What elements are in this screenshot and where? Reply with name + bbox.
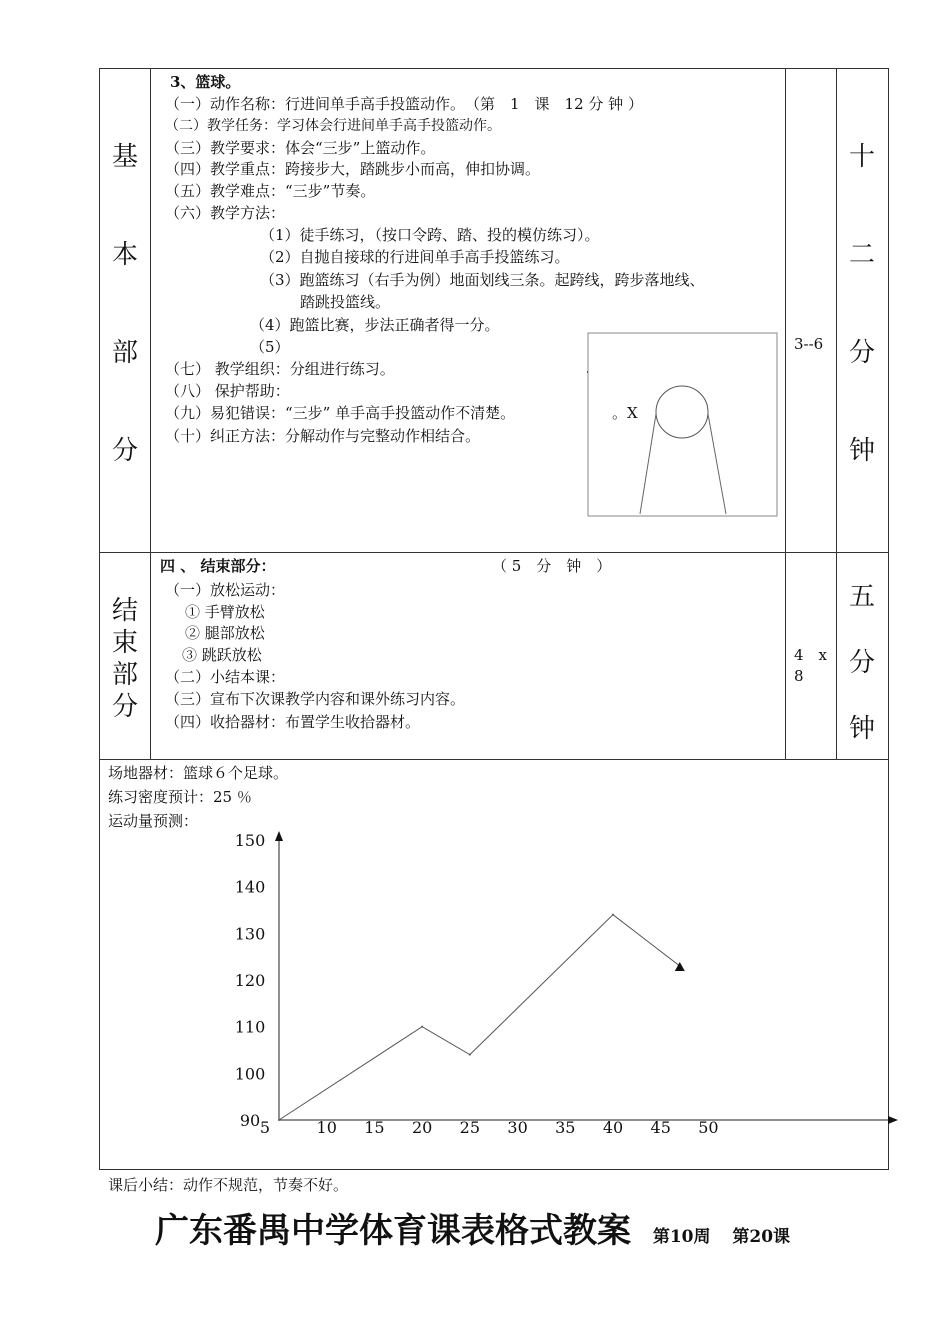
ending-label-4: 分 (111, 692, 138, 722)
basic-item-7: （七） 教学组织：分组进行练习。 (165, 360, 395, 378)
y-tick-label: 130 (234, 924, 266, 944)
basic-line-6: （五）教学难点：“三步”节奏。 (165, 182, 376, 200)
x-tick-label: 50 (698, 1118, 719, 1137)
basic-item-10: （十）纠正方法：分解动作与完整动作相结合。 (165, 427, 481, 445)
data-point (278, 1119, 280, 1121)
density-text: 练习密度预计：25 ％ (108, 788, 252, 806)
y-tick-label: 110 (234, 1017, 266, 1037)
method-2: （2）自抛自接球的行进间单手高手投篮练习。 (260, 248, 570, 266)
method-3-cont: 踏跳投篮线。 (300, 293, 391, 311)
y-tick-label: 150 (234, 831, 266, 850)
basic-time-4: 钟 (848, 436, 875, 466)
x-tick-label: 5 (259, 1118, 271, 1137)
ending-heading-time: （ 5 分 钟 ） (492, 557, 612, 575)
basic-time-1: 十 (848, 142, 875, 172)
lesson-summary: 课后小结：动作不规范，节奏不好。 (108, 1176, 349, 1194)
x-tick-label: 25 (459, 1118, 481, 1137)
ending-line-5: （二）小结本课： (165, 668, 286, 686)
ending-line-2: ① 手臂放松 (185, 603, 265, 621)
lesson-label: 第20课 (732, 1227, 791, 1247)
court-mark: 。X (612, 404, 638, 422)
data-point (421, 1026, 423, 1028)
x-tick-label: 45 (650, 1118, 671, 1137)
ending-line-1: （一）放松运动： (165, 581, 286, 599)
y-tick-label: 90 (239, 1111, 261, 1130)
method-4: （4）跑篮比赛，步法正确者得一分。 (250, 316, 500, 334)
data-point (612, 914, 614, 916)
basic-line-5: （四）教学重点：跨接步大，踏跳步小而高，伸扣协调。 (165, 160, 541, 178)
series-line (279, 915, 680, 1120)
load-text: 运动量预测： (108, 812, 199, 830)
page-title (155, 1203, 790, 1252)
y-tick-label: 140 (234, 877, 266, 897)
ending-line-3: ② 腿部放松 (185, 624, 265, 642)
basic-line-1: 3、篮球。 (170, 73, 241, 91)
basic-line-4: （三）教学要求：体会“三步”上篮动作。 (165, 139, 436, 157)
x-tick-label: 10 (316, 1118, 337, 1137)
y-tick-label: 120 (234, 971, 266, 990)
method-5: （5） (250, 338, 290, 356)
basic-time-2: 二 (848, 240, 875, 270)
court-diagram (587, 332, 779, 518)
ending-time-2: 分 (848, 648, 875, 678)
ending-reps: 4 x 8 (794, 646, 828, 685)
basic-line-7: （六）教学方法： (165, 204, 286, 222)
ending-time-1: 五 (848, 582, 875, 612)
basic-time-3: 分 (848, 338, 875, 368)
method-3: （3）跑篮练习（右手为例）地面划线三条。起跨线，跨步落地线、 (260, 271, 705, 289)
basic-item-8: （八） 保护帮助： (165, 382, 290, 400)
y-axis-arrow (275, 831, 283, 841)
x-tick-label: 15 (364, 1118, 385, 1137)
data-point (469, 1054, 471, 1056)
basic-label-1: 基 (111, 142, 138, 172)
ending-label-1: 结 (111, 596, 138, 626)
x-tick-label: 35 (555, 1118, 576, 1137)
basic-item-9: （九）易犯错误：“三步” 单手高手投篮动作不清楚。 (165, 404, 516, 422)
method-1: （1）徒手练习，（按口令跨、踏、投的模仿练习）。 (260, 226, 600, 244)
basic-line-3: （二）教学任务：学习体会行进间单手高手投篮动作。 (165, 118, 501, 134)
ending-line-7: （四）收拾器材：布置学生收拾器材。 (165, 713, 421, 731)
x-tick-label: 20 (411, 1118, 433, 1137)
load-chart (220, 825, 900, 1140)
ending-label-3: 部 (111, 660, 138, 690)
basic-label-3: 部 (111, 338, 138, 368)
ending-label-2: 束 (111, 628, 138, 658)
y-tick-label: 100 (234, 1064, 266, 1084)
basic-reps: 3--6 (794, 335, 824, 353)
basic-label-4: 分 (111, 436, 138, 466)
x-tick-label: 30 (507, 1118, 528, 1137)
basic-label-2: 本 (111, 240, 138, 270)
week-label: 第10周 (652, 1227, 711, 1247)
equipment-text: 场地器材：篮球６个足球。 (108, 764, 289, 782)
x-tick-label: 40 (602, 1118, 624, 1137)
ending-line-4: ③ 跳跃放松 (182, 646, 262, 664)
basic-line-2: （一）动作名称：行进间单手高手投篮动作。 （第 1 课 12 分 钟 ） (165, 95, 643, 113)
ending-time-3: 钟 (848, 714, 875, 744)
ending-line-6: （三）宣布下次课教学内容和课外练习内容。 (165, 690, 466, 708)
x-axis-arrow (888, 1116, 898, 1124)
ending-heading: 四 、 结束部分： (160, 557, 276, 575)
title-text: 广东番禺中学体育课表格式教案 (155, 1211, 631, 1251)
